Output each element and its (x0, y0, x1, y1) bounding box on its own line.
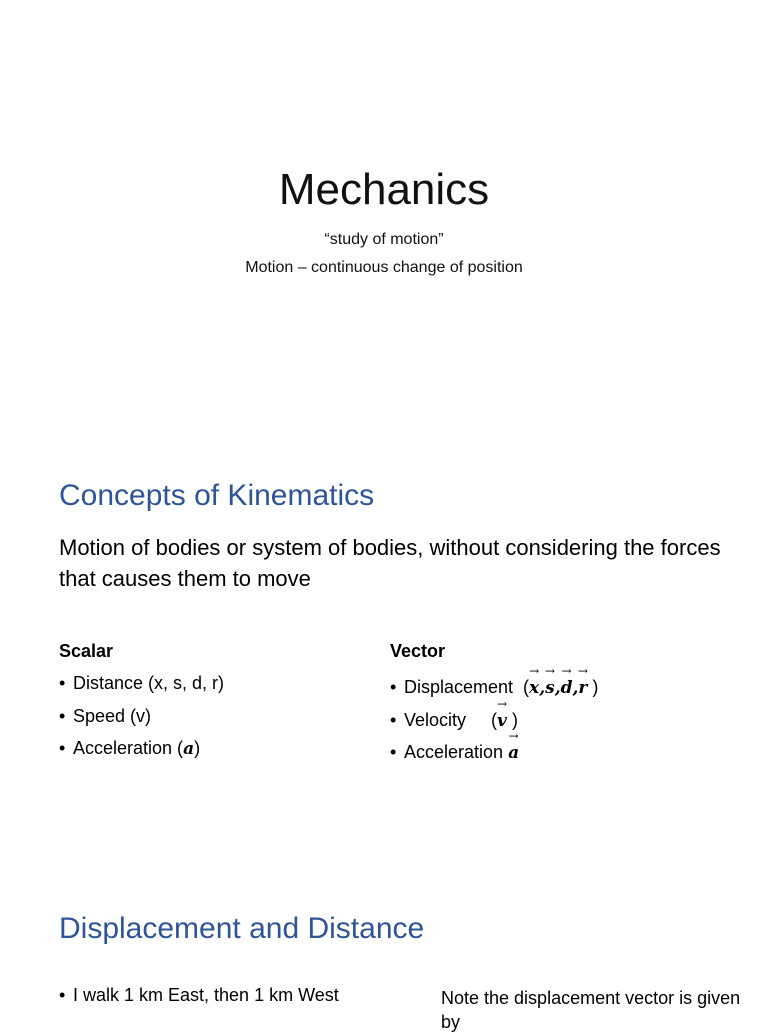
bullet-icon: • (59, 673, 66, 693)
scalar-acceleration: Acceleration ( (73, 738, 184, 758)
close-paren: ) (511, 709, 518, 730)
bullet-icon: • (59, 985, 66, 1005)
motion-definition: Motion – continuous change of position (245, 259, 523, 276)
scalar-header: Scalar (59, 641, 114, 661)
vector-s: → s (545, 677, 555, 699)
bullet-icon: • (59, 705, 66, 726)
scalar-distance: Distance (x, s, d, r) (73, 673, 225, 693)
vector-acceleration-label: Acceleration (404, 742, 509, 762)
vector-velocity-label: Velocity ( (404, 709, 498, 730)
list-item (59, 705, 224, 727)
displacement-note: Note the displacement vector is given by (441, 988, 741, 1032)
vector-list (390, 676, 598, 774)
close-paren: ) (592, 677, 599, 697)
slide-subtitle: “study of motion” (324, 231, 444, 248)
vector-a: → a (508, 742, 519, 764)
list-item (390, 709, 598, 731)
accel-symbol: a (183, 739, 195, 759)
kinematics-heading: Concepts of Kinematics (59, 479, 375, 512)
vector-d: → d (561, 677, 573, 699)
bullet-icon: • (390, 742, 397, 762)
scalar-speed: Speed (v) (73, 705, 152, 726)
list-item (59, 672, 224, 694)
bullet-icon: • (59, 738, 66, 758)
list-item: • Displacement (→ x,→ s,→ d,→ r ) (390, 676, 598, 698)
vector-r: → r (578, 677, 587, 699)
list-item (59, 737, 224, 759)
vector-displacement-label: Displacement ( (404, 677, 530, 697)
list-item (59, 984, 339, 1006)
walk-list (59, 984, 339, 1017)
vector-header: Vector (390, 641, 446, 661)
displacement-heading: Displacement and Distance (59, 912, 425, 945)
list-item (390, 741, 598, 763)
kinematics-description: Motion of bodies or system of bodies, without considering the forces that causes them to move (59, 535, 721, 591)
vector-x: → x (529, 677, 539, 699)
vector-v: → v (497, 710, 507, 732)
bullet-icon: • (390, 709, 397, 730)
scalar-list (59, 672, 224, 770)
bullet-icon: • (390, 677, 397, 697)
close-paren: ) (194, 738, 201, 758)
slide-title: Mechanics (278, 165, 490, 214)
walk-bullet: I walk 1 km East, then 1 km West (73, 985, 339, 1005)
